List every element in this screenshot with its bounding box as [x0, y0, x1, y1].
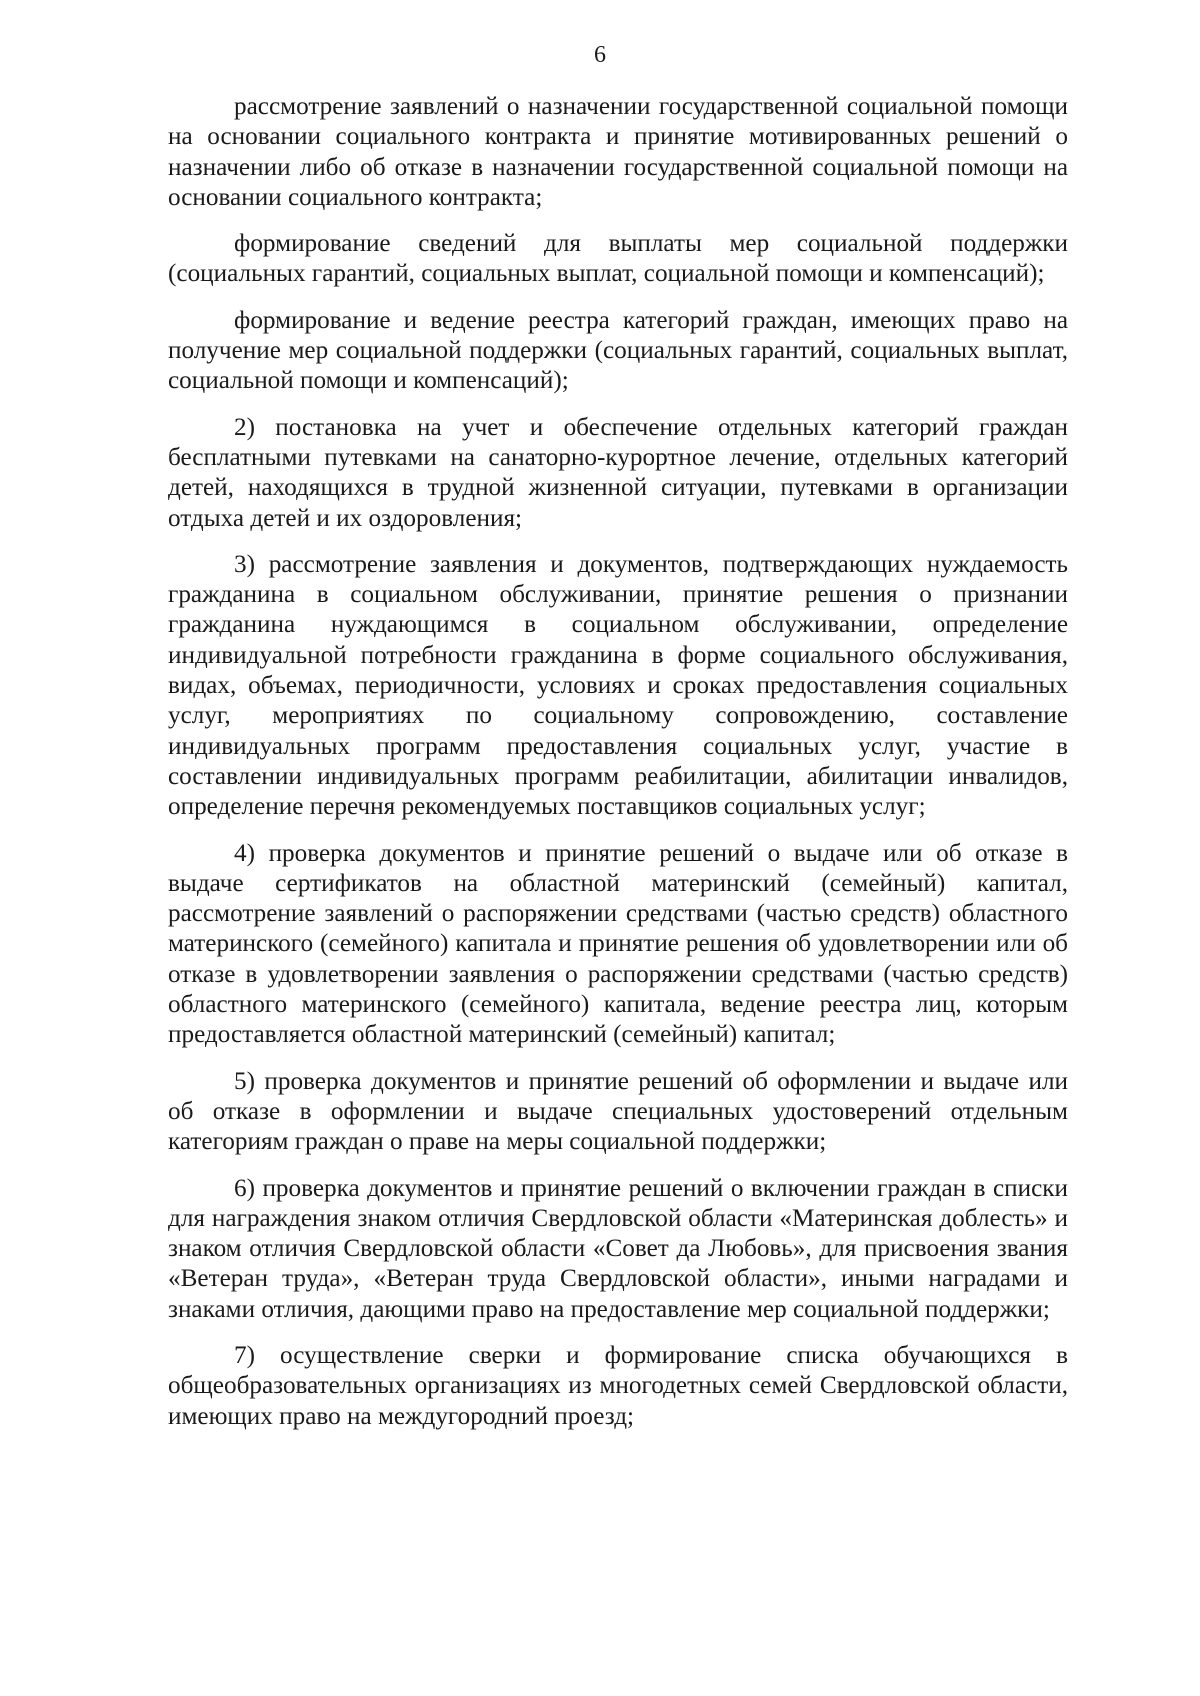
paragraph-registry: формирование и ведение реестра категорий граждан, имеющих право на получение мер социальной поддержки (социальных гарантий, социальных выплат, социальной помощи и компенсаций);	[168, 306, 1068, 395]
document-body	[168, 92, 1068, 1448]
paragraph-item-2: 2) постановка на учет и обеспечение отдельных категорий граждан бесплатными путевками на санаторно-курортное лечение, отдельных категорий детей, находящихся в трудной жизненной ситуации, путевками в организации отдыха детей и их оздоровления;	[168, 413, 1068, 532]
paragraph-social-contract: рассмотрение заявлений о назначении государственной социальной помощи на основании социального контракта и принятие мотивированных решений о назначении либо об отказе в назначении государственной социальной помощи на основании социального контракта;	[168, 93, 1068, 211]
paragraph-payment-info: формирование сведений для выплаты мер социальной поддержки (социальных гарантий, социальных выплат, социальной помощи и компенсаций);	[168, 230, 1068, 288]
paragraph-item-3: 3) рассмотрение заявления и документов, подтверждающих нуждаемость гражданина в социальном обслуживании, принятие решения о признании гражданина нуждающимся в социальном обслуживании, определение индивидуальной потребности гражданина в форме социального обслуживания, видах, объемах, периодичности, условиях и сроках предоставления социальных услуг, мероприятиях по социальному сопровождению, составление индивидуальных программ предоставления социальных услуг, участие в составлении индивидуальных программ реабилитации, абилитации инвалидов, определение перечня рекомендуемых поставщиков социальных услуг;	[168, 550, 1068, 821]
paragraph-item-4: 4) проверка документов и принятие решений о выдаче или об отказе в выдаче сертификатов на областной материнский (семейный) капитал, рассмотрение заявлений о распоряжении средствами (частью средств) областного материнского (семейного) капитала и принятие решения об удовлетворении или об отказе в удовлетворении заявления о распоряжении средствами (частью средств) областного материнского (семейного) капитала, ведение реестра лиц, которым предоставляется областной материнский (семейный) капитал;	[168, 839, 1068, 1049]
paragraph-item-7: 7) осуществление сверки и формирование списка обучающихся в общеобразовательных организациях из многодетных семей Свердловской области, имеющих право на междугородний проезд;	[168, 1341, 1068, 1430]
paragraph-item-5: 5) проверка документов и принятие решений об оформлении и выдаче или об отказе в оформлении и выдаче специальных удостоверений отдельным категориям граждан о праве на меры социальной поддержки;	[168, 1067, 1068, 1156]
page-number: 6	[594, 42, 606, 68]
paragraph-item-6: 6) проверка документов и принятие решений о включении граждан в списки для награждения знаком отличия Свердловской области «Материнская доблесть» и знаком отличия Свердловской области «Совет да Любовь», для присвоения звания «Ветеран труда», «Ветеран труда Свердловской области», иными наградами и знаками отличия, дающими право на предоставление мер социальной поддержки;	[168, 1174, 1068, 1323]
